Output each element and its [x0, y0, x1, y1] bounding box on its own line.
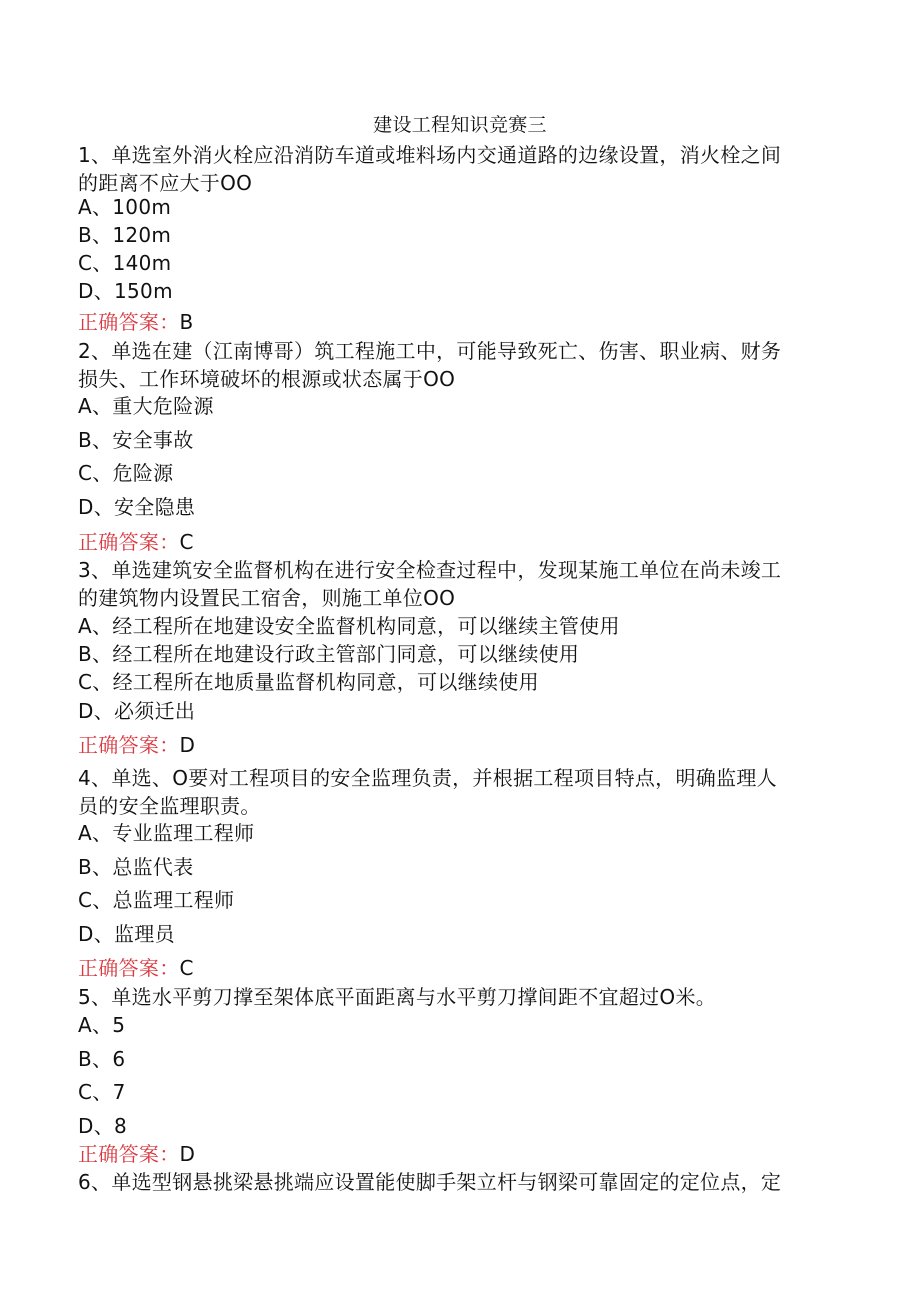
answer-option: B、6: [78, 1047, 126, 1071]
answer-option: C、7: [78, 1080, 126, 1104]
answer-option: C、总监理工程师: [78, 888, 235, 912]
correct-answer: [78, 954, 194, 982]
correct-answer-label: 正确答案：: [78, 530, 180, 554]
question-text: 员的安全监理职责。: [78, 794, 261, 818]
answer-option: D、150m: [78, 279, 173, 303]
answer-option: C、经工程所在地质量监督机构同意，可以继续使用: [78, 670, 539, 694]
correct-answer-label: 正确答案：: [78, 310, 180, 334]
answer-option: B、总监代表: [78, 855, 194, 879]
question-text: 的建筑物内设置民工宿舍，则施工单位OO: [78, 586, 456, 610]
answer-option: B、安全事故: [78, 428, 194, 452]
answer-option: A、重大危险源: [78, 394, 214, 418]
answer-option: C、危险源: [78, 461, 174, 485]
answer-option: D、安全隐患: [78, 495, 196, 519]
answer-option: C、140m: [78, 251, 172, 275]
question-text: 3、单选建筑安全监督机构在进行安全检查过程中，发现某施工单位在尚未竣工: [78, 558, 782, 582]
question-text: 4、单选、O要对工程项目的安全监理负责，并根据工程项目特点，明确监理人: [78, 766, 777, 790]
answer-option: D、8: [78, 1114, 128, 1138]
question-text: 损失、工作环境破坏的根源或状态属于OO: [78, 367, 456, 391]
answer-option: B、120m: [78, 223, 172, 247]
correct-answer-label: 正确答案：: [78, 733, 180, 757]
correct-answer-value: C: [179, 956, 194, 980]
correct-answer-label: 正确答案：: [78, 956, 180, 980]
correct-answer: [78, 528, 194, 556]
correct-answer: [78, 731, 195, 759]
answer-option: A、100m: [78, 195, 172, 219]
correct-answer-value: B: [179, 310, 194, 334]
correct-answer: [78, 1140, 195, 1168]
answer-option: A、专业监理工程师: [78, 821, 255, 845]
correct-answer-label: 正确答案：: [78, 1142, 180, 1166]
document-title: 建设工程知识竞赛三: [373, 114, 547, 136]
question-text: 的距离不应大于OO: [78, 171, 253, 195]
question-text: 5、单选水平剪刀撑至架体底平面距离与水平剪刀撑间距不宜超过O米。: [78, 985, 717, 1009]
correct-answer-value: D: [179, 733, 196, 757]
answer-option: A、5: [78, 1013, 126, 1037]
answer-option: D、监理员: [78, 922, 175, 946]
correct-answer-value: D: [179, 1142, 196, 1166]
question-text: 2、单选在建（江南博哥）筑工程施工中，可能导致死亡、伤害、职业病、财务: [78, 339, 782, 363]
answer-option: B、经工程所在地建设行政主管部门同意，可以继续使用: [78, 642, 580, 666]
correct-answer: [78, 308, 194, 336]
answer-option: A、经工程所在地建设安全监督机构同意，可以继续主管使用: [78, 614, 620, 638]
correct-answer-value: C: [179, 530, 194, 554]
answer-option: D、必须迁出: [78, 699, 196, 723]
question-text: 6、单选型钢悬挑梁悬挑端应设置能使脚手架立杆与钢梁可靠固定的定位点，定: [78, 1170, 782, 1194]
question-text: 1、单选室外消火栓应沿消防车道或堆料场内交通道路的边缘设置，消火栓之间: [78, 143, 782, 167]
